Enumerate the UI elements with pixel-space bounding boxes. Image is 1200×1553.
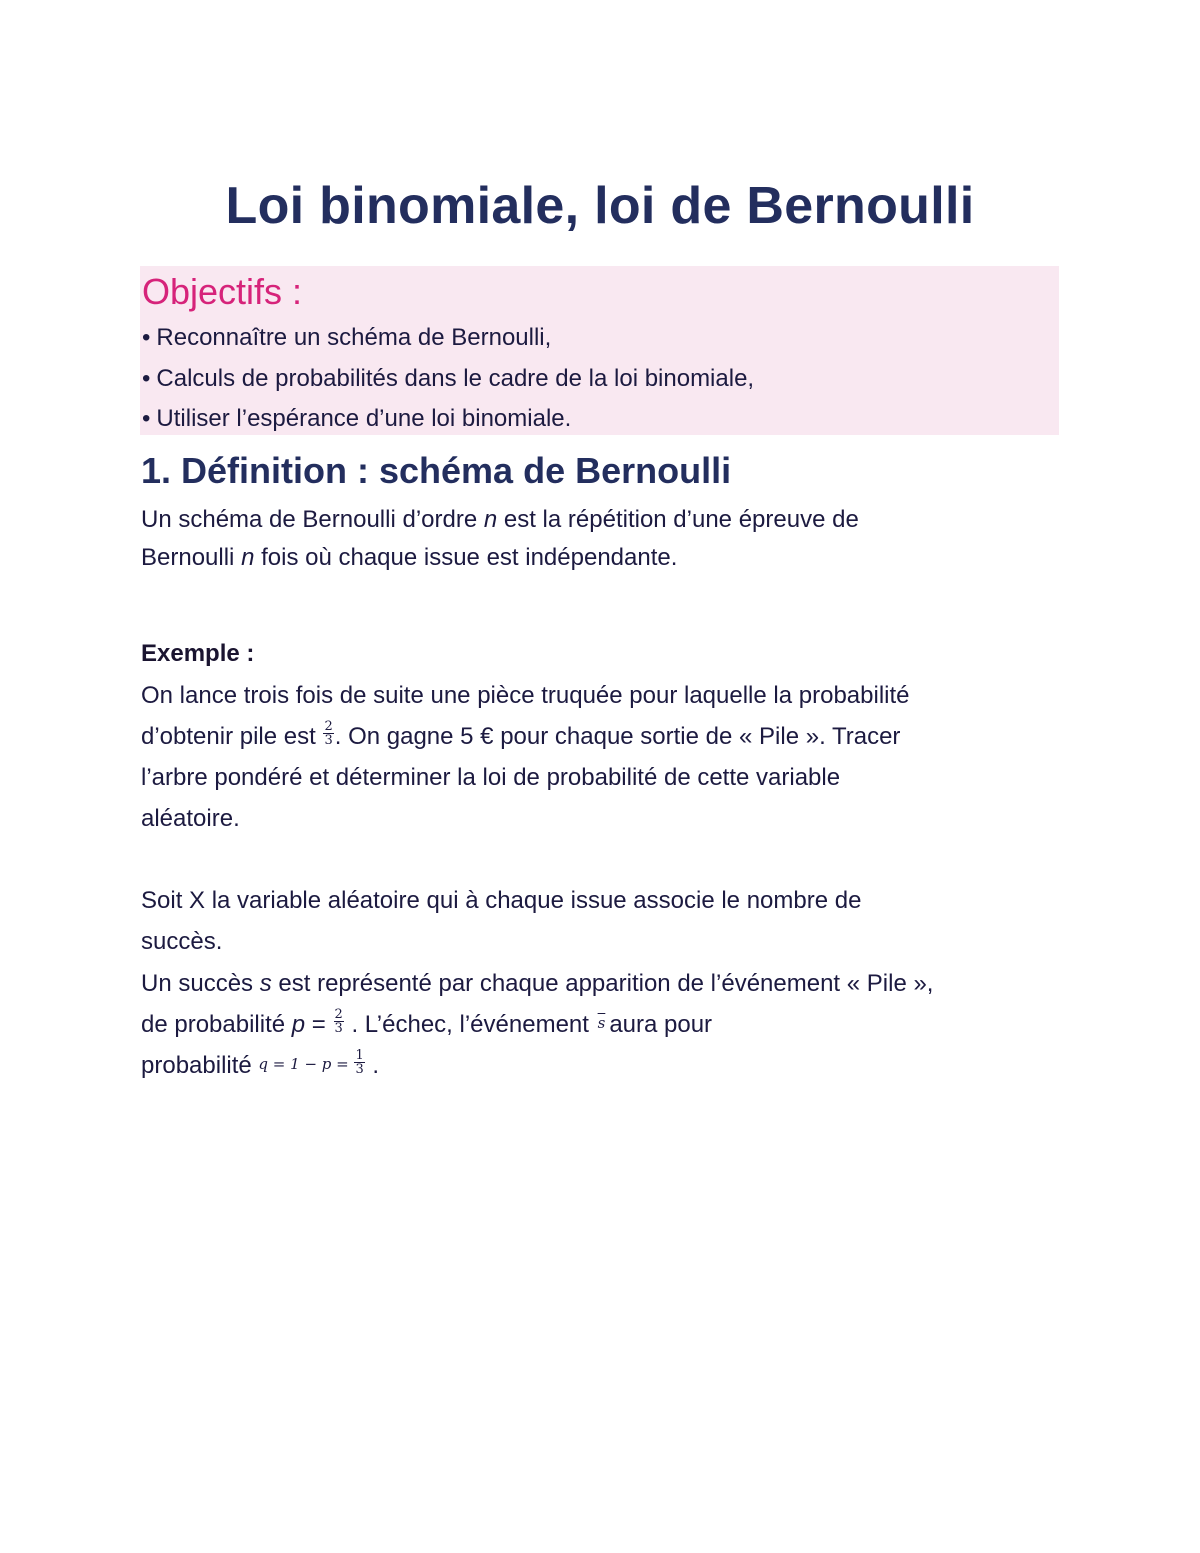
fraction-numerator: 2 bbox=[324, 719, 333, 735]
solution-line: Soit X la variable aléatoire qui à chaque issue associe le nombre de bbox=[141, 887, 862, 914]
solution-line bbox=[141, 1048, 380, 1083]
solution-line bbox=[141, 969, 933, 999]
fraction-one-third bbox=[354, 1049, 364, 1076]
text: Un succès bbox=[141, 970, 260, 997]
example-line: aléatoire. bbox=[141, 805, 240, 832]
definition-line bbox=[141, 505, 859, 535]
text: est représenté par chaque apparition de l’événement « Pile », bbox=[271, 970, 934, 997]
fraction-denominator: 3 bbox=[324, 733, 333, 749]
objective-item bbox=[142, 324, 551, 352]
example-line: On lance trois fois de suite une pièce truquée pour laquelle la probabilité bbox=[141, 682, 910, 709]
variable-n: n bbox=[483, 506, 498, 533]
definition-line bbox=[141, 543, 677, 573]
objective-text: Reconnaître un schéma de Bernoulli, bbox=[156, 324, 552, 351]
text: aura pour bbox=[609, 1011, 713, 1038]
objectives-box bbox=[140, 266, 1059, 435]
text: probabilité bbox=[141, 1052, 259, 1079]
s-bar-symbol: $\overline{s}$ bbox=[597, 1014, 606, 1032]
objective-item bbox=[142, 405, 571, 433]
variable-s: s bbox=[259, 970, 272, 997]
objective-text: Calculs de probabilités dans le cadre de la loi binomiale, bbox=[156, 365, 755, 392]
fraction-denominator: 3 bbox=[334, 1021, 343, 1037]
text: . L’échec, l’événement bbox=[344, 1011, 596, 1038]
text: . bbox=[365, 1052, 380, 1079]
example-line bbox=[141, 719, 901, 752]
text: = bbox=[305, 1011, 333, 1038]
text: est la répétition d’une épreuve de bbox=[497, 506, 859, 533]
fraction-two-thirds bbox=[323, 720, 333, 747]
fraction-denominator: 3 bbox=[355, 1062, 364, 1078]
text: d’obtenir pile est bbox=[141, 723, 323, 750]
text: Un schéma de Bernoulli d’ordre bbox=[141, 506, 484, 533]
variable-n: n bbox=[241, 544, 255, 571]
text: . On gagne 5 € pour chaque sortie de « Pile ». Tracer bbox=[334, 723, 901, 750]
variable-p: p bbox=[291, 1011, 306, 1038]
fraction-numerator: 2 bbox=[334, 1007, 343, 1023]
bullet: • bbox=[142, 324, 151, 351]
document-title: Loi binomiale, loi de Bernoulli bbox=[225, 177, 975, 235]
text: fois où chaque issue est indépendante. bbox=[254, 544, 678, 571]
objective-item bbox=[142, 365, 754, 393]
objectives-heading: Objectifs : bbox=[142, 271, 303, 312]
text: Bernoulli bbox=[141, 544, 242, 571]
section-heading-definition: 1. Définition : schéma de Bernoulli bbox=[141, 450, 732, 491]
solution-line bbox=[141, 1007, 713, 1042]
text: de probabilité bbox=[141, 1011, 292, 1038]
objective-text: Utiliser l’espérance d’une loi binomiale. bbox=[156, 405, 572, 432]
fraction-two-thirds bbox=[334, 1008, 344, 1035]
bullet: • bbox=[142, 365, 151, 392]
example-label: Exemple : bbox=[141, 640, 255, 667]
fraction-numerator: 1 bbox=[355, 1048, 364, 1064]
example-line: l’arbre pondéré et déterminer la loi de probabilité de cette variable bbox=[141, 764, 841, 791]
solution-line: succès. bbox=[141, 928, 223, 955]
bullet: • bbox=[142, 405, 151, 432]
q-formula: q = 1 − p = bbox=[258, 1055, 354, 1073]
